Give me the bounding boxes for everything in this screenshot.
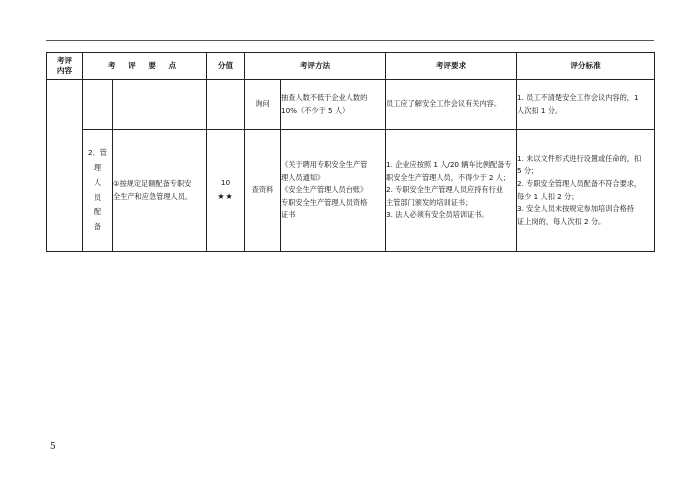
criteria-line: 人次扣 1 分。 <box>517 105 563 115</box>
criteria-line: 每少 1 人扣 2 分； <box>517 191 579 201</box>
score-cell <box>207 80 245 130</box>
table-row <box>47 130 655 252</box>
item-char: 人 <box>93 177 102 187</box>
requirement-cell <box>386 130 517 252</box>
page-number: 5 <box>50 442 56 452</box>
point-line: 全生产和应急管理人员。 <box>113 191 193 201</box>
criteria-line: 5 分； <box>517 166 539 176</box>
method-type-cell: 询问 <box>245 80 281 130</box>
criteria-cell <box>517 130 655 252</box>
score-cell <box>207 130 245 252</box>
item-char: 员 <box>93 192 102 202</box>
item-char: 配 <box>93 207 102 217</box>
header-points-text: 考 评 要 点 <box>107 60 182 70</box>
header-criteria: 评分标准 <box>517 53 655 80</box>
criteria-line: 1. 员工不清楚安全工作会议内容的，1 <box>517 92 639 102</box>
content-cell <box>47 80 83 252</box>
header-points <box>83 53 207 80</box>
criteria-line: 证上岗的，每人次扣 2 分。 <box>517 216 606 226</box>
score-value: 10 <box>220 178 231 188</box>
header-requirement: 考评要求 <box>386 53 517 80</box>
requirement-line: 主管部门颁发的培训证书； <box>386 197 473 207</box>
point-cell <box>113 130 207 252</box>
requirement-line: 员工应了解安全工作会议有关内容。 <box>386 99 502 109</box>
item-cell <box>83 80 113 130</box>
point-cell <box>113 80 207 130</box>
table-row <box>47 80 655 130</box>
header-row <box>47 53 655 80</box>
method-line: 《安全生产管理人员台账》 <box>281 185 368 195</box>
header-content <box>47 53 83 80</box>
requirement-line: 2. 专职安全生产管理人员应持有行业 <box>386 185 503 195</box>
requirement-line: 1. 企业应按照 1 人/20 辆车比例配备专 <box>386 160 512 170</box>
method-cell <box>281 130 386 252</box>
requirement-cell <box>386 80 517 130</box>
item-cell <box>83 130 113 252</box>
item-char: 备 <box>93 222 102 232</box>
header-rule <box>46 40 654 41</box>
method-line: 抽查人数不低于企业人数的 <box>281 92 368 102</box>
method-line: 专职安全生产管理人员资格 <box>281 197 368 207</box>
criteria-line: 2. 专职安全管理人员配备不符合要求， <box>517 178 642 188</box>
method-line: 证书 <box>281 210 296 220</box>
header-score: 分值 <box>207 53 245 80</box>
evaluation-table <box>46 52 655 252</box>
method-type-cell: 查资料 <box>245 130 281 252</box>
method-line: 10%（不少于 5 人） <box>281 105 350 115</box>
requirement-line: 3. 法人必须有安全员培训证书。 <box>386 210 489 220</box>
criteria-line: 3. 安全人员未按规定参加培训合格持 <box>517 204 634 214</box>
header-content-text: 考评内容 <box>56 55 73 75</box>
point-line: ①按规定足额配备专职安 <box>113 178 192 188</box>
header-method: 考评方法 <box>245 53 386 80</box>
importance-stars: ★★ <box>217 191 234 201</box>
item-char: 理 <box>93 162 102 172</box>
method-cell <box>281 80 386 130</box>
method-line: 理人员通知》 <box>281 172 325 182</box>
criteria-cell <box>517 80 655 130</box>
requirement-line: 职安全生产管理人员，不得少于 2 人； <box>386 172 511 182</box>
criteria-line: 1. 未以文件形式进行设置或任命的，扣 <box>517 153 642 163</box>
method-line: 《关于聘用专职安全生产管 <box>281 160 368 170</box>
item-char: 2．管 <box>88 148 107 158</box>
